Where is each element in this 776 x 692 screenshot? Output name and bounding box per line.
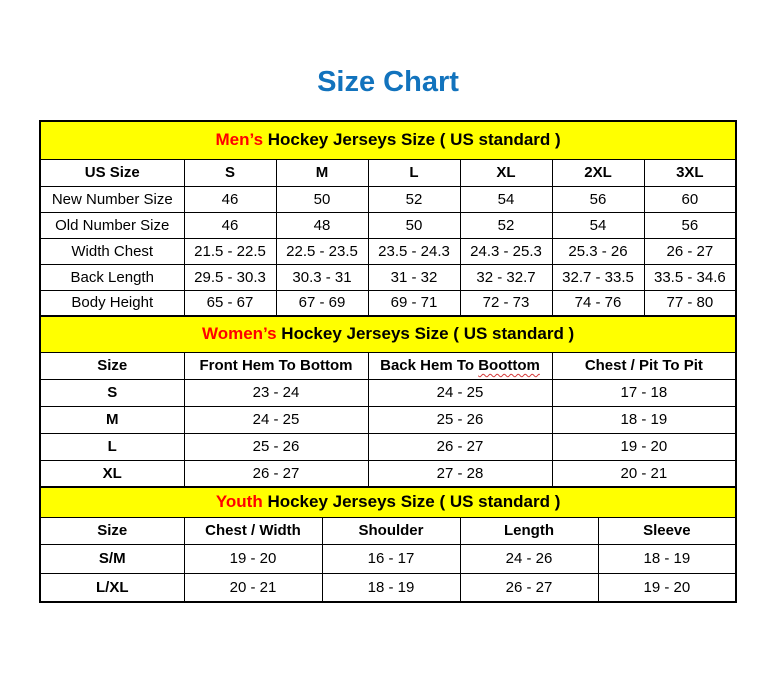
- mens-section-header-row: [40, 121, 736, 159]
- size-value-cell: 74 - 76: [552, 290, 644, 316]
- misspelled-word-squiggle: Boottom: [478, 357, 540, 374]
- size-value-cell: 26 - 27: [184, 460, 368, 487]
- row-label: XL: [40, 460, 184, 487]
- table-row: [40, 573, 736, 602]
- row-label: L: [40, 433, 184, 460]
- row-label: M: [40, 406, 184, 433]
- row-label: Body Height: [40, 290, 184, 316]
- page-title: Size Chart: [317, 66, 459, 98]
- col-header: Size: [40, 352, 184, 379]
- size-value-cell: 22.5 - 23.5: [276, 238, 368, 264]
- youth-column-header-row: [40, 517, 736, 544]
- size-value-cell: 24 - 26: [460, 544, 598, 573]
- size-value-cell: 23.5 - 24.3: [368, 238, 460, 264]
- size-value-cell: 65 - 67: [184, 290, 276, 316]
- size-value-cell: 20 - 21: [184, 573, 322, 602]
- table-row: [40, 379, 736, 406]
- size-value-cell: 33.5 - 34.6: [644, 264, 736, 290]
- size-value-cell: 54: [552, 212, 644, 238]
- womens-section-title-highlight: Women’s: [201, 324, 277, 344]
- size-value-cell: 52: [368, 186, 460, 212]
- womens-column-header-row: [40, 352, 736, 379]
- size-value-cell: 20 - 21: [552, 460, 736, 487]
- size-value-cell: 29.5 - 30.3: [184, 264, 276, 290]
- size-value-cell: 25 - 26: [368, 406, 552, 433]
- size-value-cell: 19 - 20: [552, 433, 736, 460]
- table-row: [40, 406, 736, 433]
- size-value-cell: 50: [276, 186, 368, 212]
- size-value-cell: 18 - 19: [598, 544, 736, 573]
- size-value-cell: 18 - 19: [322, 573, 460, 602]
- col-header: S: [184, 159, 276, 186]
- size-value-cell: 48: [276, 212, 368, 238]
- size-value-cell: 27 - 28: [368, 460, 552, 487]
- size-value-cell: 69 - 71: [368, 290, 460, 316]
- mens-section-title-highlight: Men’s: [215, 130, 264, 150]
- size-value-cell: 46: [184, 212, 276, 238]
- table-row: [40, 290, 736, 316]
- womens-section-header-row: [40, 316, 736, 352]
- col-header: Front Hem To Bottom: [184, 352, 368, 379]
- youth-section-title: [40, 487, 736, 517]
- col-header: Size: [40, 517, 184, 544]
- womens-section-title-rest: Hockey Jerseys Size ( US standard ): [276, 324, 575, 344]
- size-value-cell: 26 - 27: [460, 573, 598, 602]
- col-header: Sleeve: [598, 517, 736, 544]
- col-header: M: [276, 159, 368, 186]
- size-value-cell: 46: [184, 186, 276, 212]
- col-header-text: Back Hem To: [380, 357, 479, 374]
- size-value-cell: 25 - 26: [184, 433, 368, 460]
- size-value-cell: 24 - 25: [184, 406, 368, 433]
- col-header: Chest / Width: [184, 517, 322, 544]
- table-row: [40, 238, 736, 264]
- size-value-cell: 56: [644, 212, 736, 238]
- size-value-cell: 52: [460, 212, 552, 238]
- size-value-cell: 23 - 24: [184, 379, 368, 406]
- size-value-cell: 30.3 - 31: [276, 264, 368, 290]
- row-label: S: [40, 379, 184, 406]
- table-row: [40, 460, 736, 487]
- size-value-cell: 60: [644, 186, 736, 212]
- col-header: [368, 352, 552, 379]
- col-header: Length: [460, 517, 598, 544]
- youth-section-title-highlight: Youth: [215, 492, 263, 512]
- size-value-cell: 18 - 19: [552, 406, 736, 433]
- size-value-cell: 26 - 27: [644, 238, 736, 264]
- size-value-cell: 31 - 32: [368, 264, 460, 290]
- size-value-cell: 21.5 - 22.5: [184, 238, 276, 264]
- col-header: Shoulder: [322, 517, 460, 544]
- row-label: Back Length: [40, 264, 184, 290]
- size-chart-table: [39, 120, 737, 603]
- size-value-cell: 24.3 - 25.3: [460, 238, 552, 264]
- size-value-cell: 19 - 20: [598, 573, 736, 602]
- size-value-cell: 67 - 69: [276, 290, 368, 316]
- col-header: 3XL: [644, 159, 736, 186]
- col-header: Chest / Pit To Pit: [552, 352, 736, 379]
- size-value-cell: 16 - 17: [322, 544, 460, 573]
- table-row: [40, 186, 736, 212]
- size-value-cell: 26 - 27: [368, 433, 552, 460]
- size-value-cell: 24 - 25: [368, 379, 552, 406]
- mens-section-title: [40, 121, 736, 159]
- womens-section-title: [40, 316, 736, 352]
- table-row: [40, 212, 736, 238]
- size-value-cell: 32.7 - 33.5: [552, 264, 644, 290]
- row-label: S/M: [40, 544, 184, 573]
- col-header: XL: [460, 159, 552, 186]
- size-value-cell: 77 - 80: [644, 290, 736, 316]
- size-value-cell: 54: [460, 186, 552, 212]
- row-label: New Number Size: [40, 186, 184, 212]
- table-row: [40, 433, 736, 460]
- size-value-cell: 19 - 20: [184, 544, 322, 573]
- size-value-cell: 25.3 - 26: [552, 238, 644, 264]
- table-row: [40, 544, 736, 573]
- youth-section-title-rest: Hockey Jerseys Size ( US standard ): [262, 492, 561, 512]
- mens-column-header-row: [40, 159, 736, 186]
- mens-section-title-rest: Hockey Jerseys Size ( US standard ): [263, 130, 561, 150]
- size-value-cell: 17 - 18: [552, 379, 736, 406]
- size-value-cell: 50: [368, 212, 460, 238]
- row-label: Width Chest: [40, 238, 184, 264]
- row-label: L/XL: [40, 573, 184, 602]
- youth-section-header-row: [40, 487, 736, 517]
- table-row: [40, 264, 736, 290]
- size-value-cell: 72 - 73: [460, 290, 552, 316]
- size-value-cell: 32 - 32.7: [460, 264, 552, 290]
- col-header: L: [368, 159, 460, 186]
- row-label: Old Number Size: [40, 212, 184, 238]
- size-value-cell: 56: [552, 186, 644, 212]
- col-header: 2XL: [552, 159, 644, 186]
- col-header: US Size: [40, 159, 184, 186]
